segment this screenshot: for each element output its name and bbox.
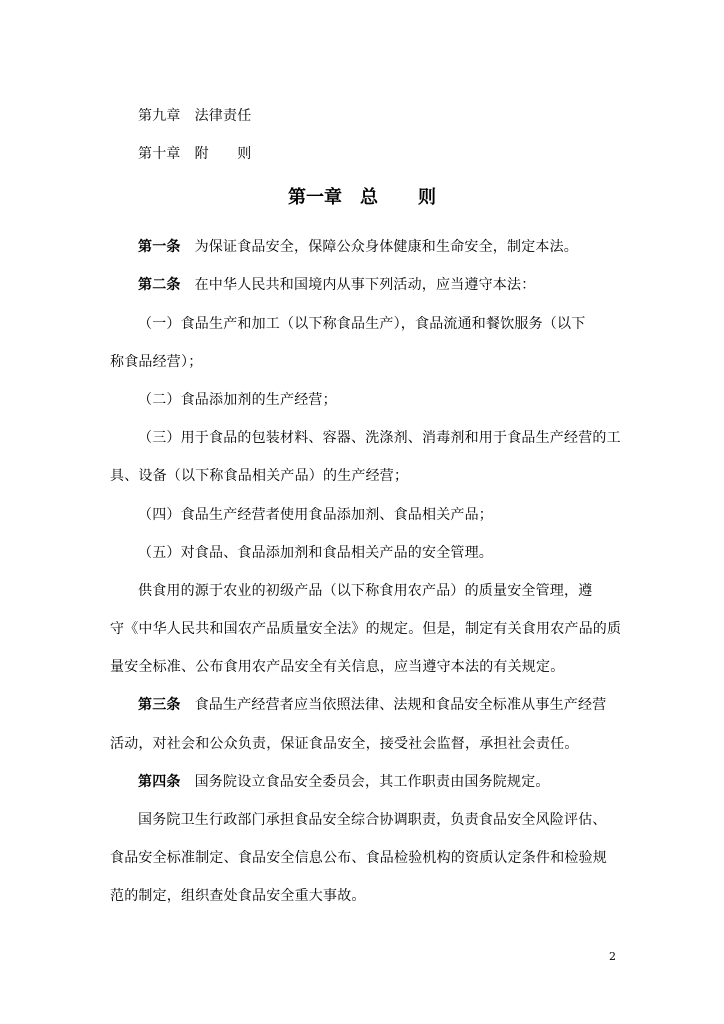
article-1 bbox=[138, 237, 648, 257]
article-text: 国务院设立食品安全委员会，其工作职责由国务院规定。 bbox=[194, 774, 550, 790]
article-text: 食品生产经营者应当依照法律、法规和食品安全标准从事生产经营 bbox=[194, 697, 607, 713]
item-5: （五）对食品、食品添加剂和食品相关产品的安全管理。 bbox=[138, 545, 493, 561]
article-3-line-2: 活动，对社会和公众负责，保证食品安全，接受社会监督，承担社会责任。 bbox=[110, 736, 579, 752]
article-label: 第三条 bbox=[138, 697, 181, 713]
paragraph-1-line-1: 供食用的源于农业的初级产品（以下称食用农产品）的质量安全管理，遵 bbox=[138, 583, 593, 599]
chapter-heading-title: 总 bbox=[360, 187, 378, 208]
paragraph-1-line-3: 量安全标准、公布食用农产品安全有关信息，应当遵守本法的有关规定。 bbox=[110, 659, 565, 675]
article-3 bbox=[138, 695, 648, 715]
chapter-heading-title-2: 则 bbox=[418, 187, 436, 208]
paragraph-2-line-2: 食品安全标准制定、食品安全信息公布、食品检验机构的资质认定条件和检验规 bbox=[110, 850, 607, 866]
item-3-line-1: （三）用于食品的包装材料、容器、洗涤剂、消毒剂和用于食品生产经营的工 bbox=[138, 430, 621, 446]
toc-chapter-label: 第十章 bbox=[138, 146, 181, 162]
toc-entry-chapter-9 bbox=[138, 106, 648, 126]
article-4 bbox=[138, 772, 648, 792]
article-text: 为保证食品安全，保障公众身体健康和生命安全，制定本法。 bbox=[194, 239, 579, 255]
paragraph-2-line-1: 国务院卫生行政部门承担食品安全综合协调职责，负责食品安全风险评估、 bbox=[138, 812, 607, 828]
toc-chapter-title: 法律责任 bbox=[194, 108, 252, 124]
article-label: 第一条 bbox=[138, 239, 181, 255]
article-label: 第四条 bbox=[138, 774, 181, 790]
paragraph-1-line-2: 守《中华人民共和国农产品质量安全法》的规定。但是，制定有关食用农产品的质 bbox=[110, 621, 622, 637]
chapter-heading bbox=[0, 186, 724, 210]
paragraph-2-line-3: 范的制定，组织查处食品安全重大事故。 bbox=[110, 888, 366, 904]
toc-chapter-label: 第九章 bbox=[138, 108, 181, 124]
toc-chapter-title: 附 则 bbox=[194, 146, 252, 162]
item-4: （四）食品生产经营者使用食品添加剂、食品相关产品； bbox=[138, 507, 493, 523]
item-1-line-2: 称食品经营）； bbox=[110, 354, 203, 370]
article-label: 第二条 bbox=[138, 277, 181, 293]
item-3-line-2: 具、设备（以下称食品相关产品）的生产经营； bbox=[110, 468, 409, 484]
article-2 bbox=[138, 275, 648, 295]
page-number: 2 bbox=[609, 950, 616, 963]
chapter-heading-label: 第一章 bbox=[288, 187, 342, 208]
toc-entry-chapter-10 bbox=[138, 144, 648, 164]
item-1-line-1: （一）食品生产和加工（以下称食品生产），食品流通和餐饮服务（以下 bbox=[138, 316, 586, 332]
article-text: 在中华人民共和国境内从事下列活动，应当遵守本法： bbox=[194, 277, 536, 293]
item-2: （二）食品添加剂的生产经营； bbox=[138, 392, 337, 408]
